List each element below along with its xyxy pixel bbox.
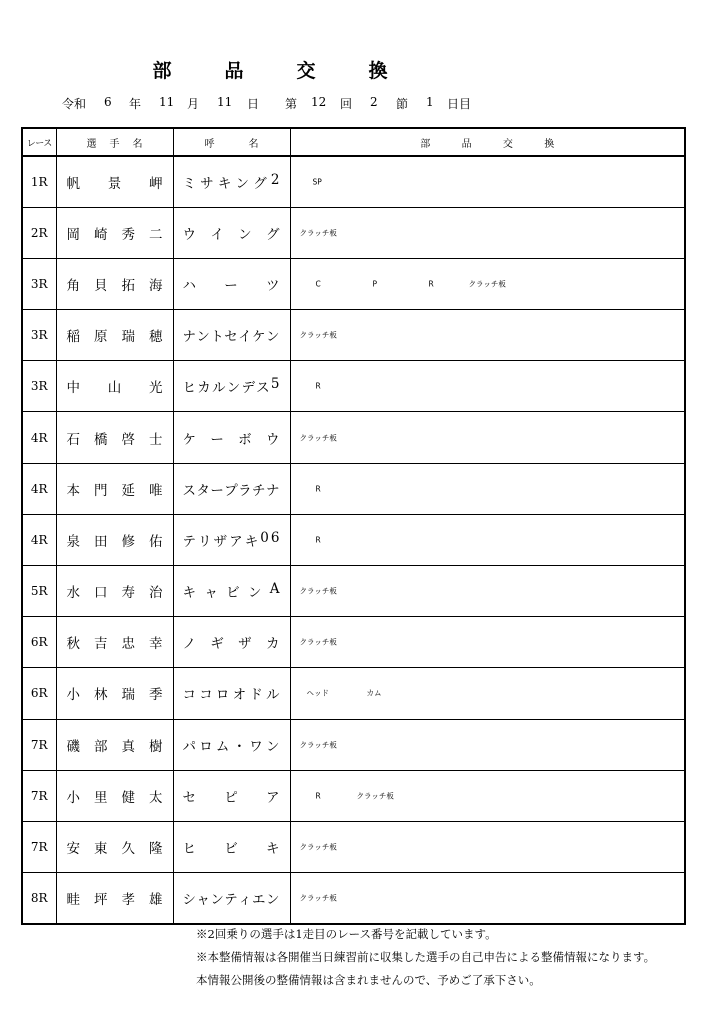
call-name-char: キ (182, 585, 196, 602)
player-name-char: 海 (149, 277, 163, 294)
player-name-char: 岬 (149, 175, 163, 192)
player-name (56, 770, 173, 821)
table-row (22, 668, 685, 719)
header-parts-exchange: 部 品 交 換 (290, 128, 685, 156)
call-name-char: ピ (224, 789, 238, 806)
call-name-char: セ (182, 789, 196, 806)
call-name-char: 6 (270, 529, 280, 546)
player-name-char: 泉 (66, 533, 80, 550)
parts-exchange-table (21, 127, 686, 925)
player-name (56, 873, 173, 924)
call-name-char: ナ (265, 482, 280, 499)
part-item: クラッチ板 (299, 637, 337, 647)
call-name-char: ウ (182, 226, 196, 243)
call-name-char: ル (211, 380, 226, 397)
call-name-char: ャ (196, 891, 210, 908)
race-number: 3R (22, 258, 56, 309)
month-unit: 月 (187, 97, 200, 111)
call-name (173, 310, 290, 361)
player-name (56, 668, 173, 719)
title-char: 交 (296, 60, 316, 82)
call-name (173, 566, 290, 617)
player-name-char: 門 (94, 482, 108, 499)
player-name-char: 坪 (94, 891, 108, 908)
call-name-char: ヒ (182, 841, 196, 858)
part-item: R (315, 381, 321, 391)
race-number: 5R (22, 566, 56, 617)
call-name-char: ン (238, 226, 252, 243)
call-name-char: サ (200, 175, 214, 192)
player-name (56, 207, 173, 258)
header-race: レース (22, 128, 56, 156)
call-name-char: イ (210, 226, 224, 243)
player-name-char: 太 (149, 789, 163, 806)
call-name-char: A (269, 581, 280, 598)
setsu: 節 (396, 97, 409, 111)
part-item: SP (312, 177, 322, 187)
setsu-number: 2 (370, 95, 378, 109)
player-name-char: 部 (94, 738, 108, 755)
player-name-char: 樹 (149, 738, 163, 755)
title-char: 品 (224, 60, 244, 82)
call-name-char: キ (266, 841, 280, 858)
player-name-char: 隆 (149, 841, 163, 858)
call-name-char: シ (182, 891, 196, 908)
call-name-char: ノ (182, 636, 196, 653)
race-number: 4R (22, 514, 56, 565)
player-name-char: 光 (149, 380, 163, 397)
table-row (22, 719, 685, 770)
parts-exchanged (290, 617, 685, 668)
call-name-char: ヒ (182, 380, 196, 397)
call-name-char: ウ (265, 431, 280, 448)
call-name-char: ナ (182, 329, 196, 346)
part-item: ヘッド (306, 688, 329, 698)
parts-exchanged (290, 156, 685, 207)
player-name-char: 岡 (66, 226, 80, 243)
call-name-char: ケ (252, 329, 266, 346)
player-name-char: 唯 (149, 482, 163, 499)
call-name-char: ム (215, 738, 230, 755)
call-name-char: リ (198, 533, 212, 550)
call-name-char: ギ (210, 636, 224, 653)
call-name-char: ラ (238, 482, 252, 499)
call-name (173, 258, 290, 309)
footnote: 本情報公開後の整備情報は含まれませんので、予めご了承下さい。 (196, 973, 541, 987)
title-char: 換 (368, 60, 388, 82)
call-name-char: セ (224, 329, 238, 346)
call-name-char: オ (232, 687, 247, 704)
part-item: クラッチ板 (299, 228, 337, 238)
parts-exchanged (290, 207, 685, 258)
player-name (56, 258, 173, 309)
player-name-char: 吉 (94, 636, 108, 653)
player-name-char: 延 (121, 482, 135, 499)
call-name-char: コ (199, 687, 213, 704)
table-row (22, 770, 685, 821)
player-name-char: 瑞 (121, 687, 135, 704)
call-name-char: ド (249, 687, 263, 704)
call-name-char: ケ (182, 431, 196, 448)
race-number: 2R (22, 207, 56, 258)
call-name-char: ミ (182, 175, 196, 192)
dai: 第 (285, 97, 298, 111)
parts-exchanged (290, 310, 685, 361)
player-name-char: 啓 (121, 431, 135, 448)
player-name-char: 安 (66, 841, 80, 858)
call-name-char: イ (238, 329, 252, 346)
player-name-char: 原 (94, 329, 108, 346)
part-item: R (315, 484, 321, 494)
player-name-char: 小 (66, 789, 80, 806)
call-name-char: 5 (270, 376, 280, 393)
page-title (150, 56, 390, 82)
player-name (56, 566, 173, 617)
player-name-char: 秀 (121, 226, 135, 243)
call-name-char: ン (265, 329, 280, 346)
player-name-char: 景 (107, 175, 122, 192)
player-name-char: 磯 (66, 738, 80, 755)
call-name (173, 207, 290, 258)
table-row (22, 207, 685, 258)
race-number: 6R (22, 668, 56, 719)
call-name-char: キ (244, 533, 259, 550)
call-name-char: ハ (182, 277, 196, 294)
player-name-char: 口 (94, 585, 108, 602)
call-name (173, 617, 290, 668)
part-item: クラッチ板 (356, 791, 394, 801)
player-name (56, 821, 173, 872)
call-name (173, 719, 290, 770)
parts-exchanged (290, 873, 685, 924)
table-row (22, 873, 685, 924)
call-name (173, 770, 290, 821)
call-name-char: ロ (199, 738, 213, 755)
parts-exchanged (290, 566, 685, 617)
parts-exchanged (290, 821, 685, 872)
title-char: 部 (152, 60, 172, 82)
call-name-char: ャ (204, 585, 218, 602)
player-name (56, 412, 173, 463)
call-name-char: ー (224, 277, 238, 294)
kai: 回 (340, 97, 353, 111)
player-name (56, 361, 173, 412)
day-number: 1 (426, 95, 434, 109)
call-name-char: カ (265, 636, 280, 653)
call-name-char: ト (210, 329, 224, 346)
parts-exchanged (290, 514, 685, 565)
call-name-char: ン (226, 380, 241, 397)
part-item: カム (366, 688, 382, 698)
table-row (22, 310, 685, 361)
call-name-char: ビ (226, 585, 240, 602)
parts-exchanged (290, 770, 685, 821)
call-name-char: ン (196, 329, 210, 346)
day: 11 (217, 95, 233, 109)
race-number: 7R (22, 719, 56, 770)
race-number: 3R (22, 361, 56, 412)
player-name-char: 二 (149, 226, 163, 243)
player-name-char: 真 (121, 738, 135, 755)
table-row (22, 821, 685, 872)
player-name-char: 佑 (149, 533, 163, 550)
footnote: ※2回乗りの選手は1走目のレース番号を記載しています。 (196, 927, 497, 941)
year: 6 (104, 95, 112, 109)
player-name-char: 雄 (149, 891, 163, 908)
race-number: 7R (22, 821, 56, 872)
call-name (173, 361, 290, 412)
race-number: 8R (22, 873, 56, 924)
player-name-char: 幸 (149, 636, 163, 653)
table-row (22, 258, 685, 309)
table-row (22, 514, 685, 565)
call-name (173, 463, 290, 514)
player-name-char: 中 (66, 380, 80, 397)
player-name (56, 463, 173, 514)
call-name-char: コ (182, 687, 196, 704)
player-name-char: 小 (66, 687, 80, 704)
call-name-char: エ (252, 891, 266, 908)
player-name-char: 水 (66, 585, 80, 602)
player-name-char: 季 (149, 687, 163, 704)
part-item: クラッチ板 (299, 433, 337, 443)
header-player-name: 選 手 名 (56, 128, 173, 156)
part-item: P (372, 279, 378, 289)
call-name-char: ィ (238, 891, 252, 908)
race-number: 1R (22, 156, 56, 207)
player-name-char: 田 (94, 533, 108, 550)
player-name-char: 孝 (121, 891, 135, 908)
call-name-char: ア (229, 533, 243, 550)
player-name-char: 林 (94, 687, 108, 704)
call-name (173, 156, 290, 207)
call-name-char: ー (210, 482, 224, 499)
table-header-row (22, 128, 685, 156)
player-name-char: 健 (121, 789, 135, 806)
call-name-char: ン (247, 585, 262, 602)
race-number: 4R (22, 463, 56, 514)
call-name-char: テ (182, 533, 196, 550)
table-row (22, 617, 685, 668)
player-name-char: 寿 (121, 585, 135, 602)
race-number: 6R (22, 617, 56, 668)
call-name-char: ボ (238, 431, 252, 448)
part-item: クラッチ板 (299, 330, 337, 340)
parts-exchanged (290, 361, 685, 412)
call-name-char: テ (224, 891, 238, 908)
call-name-char: ン (265, 891, 280, 908)
player-name-char: 畦 (66, 891, 80, 908)
call-name-char: ン (265, 738, 280, 755)
table-row (22, 156, 685, 207)
call-name-char: プ (224, 482, 238, 499)
player-name (56, 310, 173, 361)
table-row (22, 463, 685, 514)
call-name-char: ワ (249, 738, 263, 755)
parts-exchanged (290, 412, 685, 463)
era: 令和 (62, 97, 87, 111)
call-name-char: ・ (232, 738, 247, 755)
call-name-char: 0 (260, 529, 269, 546)
player-name-char: 瑞 (121, 329, 135, 346)
nichime: 日目 (447, 97, 472, 111)
player-name-char: 崎 (94, 226, 108, 243)
call-name-char: ロ (215, 687, 230, 704)
parts-exchanged (290, 463, 685, 514)
part-item: R (315, 791, 321, 801)
player-name-char: 帆 (66, 175, 80, 192)
call-name-char: ン (210, 891, 224, 908)
call-name-char: チ (252, 482, 266, 499)
player-name (56, 719, 173, 770)
player-name-char: 石 (66, 431, 80, 448)
footnote: ※本整備情報は各開催当日練習前に収集した選手の自己申告による整備情報になります。 (196, 950, 656, 964)
player-name-char: 久 (121, 841, 135, 858)
call-name-char: ス (256, 380, 270, 397)
call-name (173, 821, 290, 872)
player-name-char: 稲 (66, 329, 80, 346)
call-name-char: ー (210, 431, 224, 448)
part-item: クラッチ板 (299, 586, 337, 596)
race-number: 4R (22, 412, 56, 463)
call-name-char: グ (265, 226, 280, 243)
call-name-char: パ (182, 738, 196, 755)
footnotes (196, 923, 655, 992)
player-name-char: 橋 (94, 431, 108, 448)
call-name-char: ザ (238, 636, 252, 653)
call-name (173, 514, 290, 565)
player-name-char: 山 (107, 380, 122, 397)
race-number: 7R (22, 770, 56, 821)
call-name-char: ス (182, 482, 196, 499)
player-name (56, 156, 173, 207)
call-name (173, 668, 290, 719)
call-name-char: タ (196, 482, 210, 499)
player-name-char: 角 (66, 277, 80, 294)
player-name (56, 617, 173, 668)
call-name-char: ア (266, 789, 280, 806)
parts-exchanged (290, 258, 685, 309)
part-item: R (315, 535, 321, 545)
player-name-char: 治 (149, 585, 163, 602)
part-item: クラッチ板 (468, 279, 506, 289)
call-name-char: カ (197, 380, 211, 397)
call-name-char: ツ (266, 277, 280, 294)
call-name-char: ザ (213, 533, 228, 550)
call-name (173, 873, 290, 924)
call-name-char: キ (217, 175, 232, 192)
player-name-char: 本 (66, 482, 80, 499)
parts-exchanged (290, 668, 685, 719)
table-row (22, 412, 685, 463)
player-name-char: 貝 (94, 277, 108, 294)
player-name-char: 秋 (66, 636, 80, 653)
header-call-name: 呼 名 (173, 128, 290, 156)
month: 11 (159, 95, 175, 109)
part-item: クラッチ板 (299, 740, 337, 750)
player-name-char: 修 (121, 533, 135, 550)
table-row (22, 361, 685, 412)
player-name-char: 穂 (149, 329, 163, 346)
series-number: 12 (311, 95, 327, 109)
player-name-char: 東 (94, 841, 108, 858)
table-row (22, 566, 685, 617)
call-name-char: ビ (224, 841, 238, 858)
call-name-char: 2 (270, 171, 280, 188)
player-name-char: 里 (94, 789, 108, 806)
day-unit: 日 (247, 97, 260, 111)
call-name-char: グ (253, 175, 267, 192)
race-number: 3R (22, 310, 56, 361)
player-name-char: 拓 (121, 277, 135, 294)
part-item: クラッチ板 (299, 893, 337, 903)
part-item: R (428, 279, 434, 289)
call-name (173, 412, 290, 463)
player-name (56, 514, 173, 565)
call-name-char: ル (265, 687, 280, 704)
year-unit: 年 (129, 97, 142, 111)
player-name-char: 忠 (121, 636, 135, 653)
call-name-char: ン (235, 175, 250, 192)
part-item: C (315, 279, 321, 289)
player-name-char: 士 (149, 431, 163, 448)
part-item: クラッチ板 (299, 842, 337, 852)
parts-exchanged (290, 719, 685, 770)
call-name-char: デ (241, 380, 255, 397)
